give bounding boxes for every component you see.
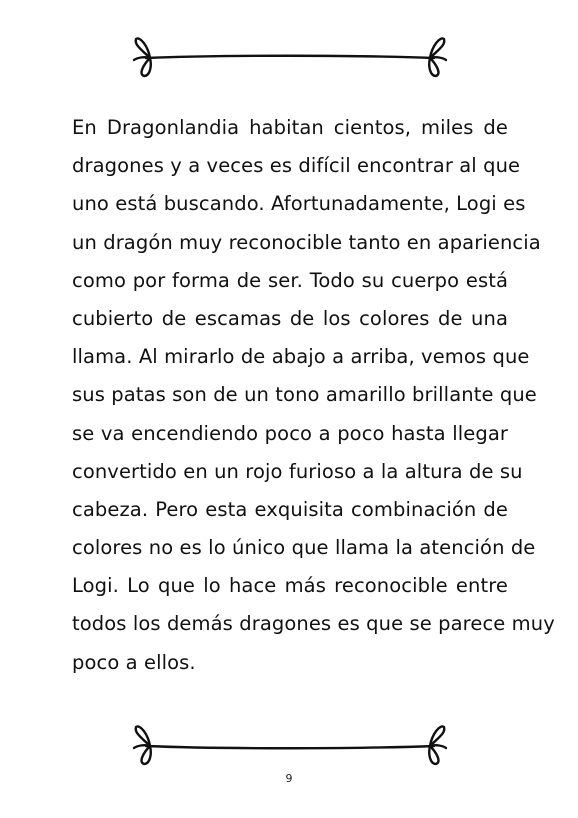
text-line: uno está buscando. Afortunadamente, Logi es — [72, 192, 526, 216]
top-flourish-divider — [128, 30, 452, 86]
text-line: cubierto de escamas de los colores de una — [72, 306, 508, 330]
text-line: como por forma de ser. Todo su cuerpo está — [72, 268, 508, 292]
text-line: convertido en un rojo furioso a la altura de su — [72, 459, 523, 483]
story-paragraph — [72, 109, 555, 682]
text-line: En Dragonlandia habitan cientos, miles de — [72, 116, 508, 139]
text-line: se va encendiendo poco a poco hasta llegar — [72, 421, 508, 445]
text-line: todos los demás dragones es que se parece muy — [72, 612, 555, 636]
flourish-divider-icon — [128, 718, 452, 774]
bottom-flourish-divider — [128, 718, 452, 774]
text-line: un dragón muy reconocible tanto en apariencia — [72, 230, 541, 254]
text-line: cabeza. Pero esta exquisita combinación de — [72, 497, 508, 521]
text-line: sus patas son de un tono amarillo brillante que — [72, 383, 537, 407]
page-number: 9 — [285, 772, 293, 785]
text-line: colores no es lo único que llama la atención de — [72, 536, 536, 560]
text-line: Logi. Lo que lo hace más reconocible entre — [72, 574, 508, 598]
text-line: poco a ellos. — [72, 650, 196, 674]
text-line: dragones y a veces es difícil encontrar al que — [72, 154, 521, 178]
text-line: llama. Al mirarlo de abajo a arriba, vemos que — [72, 345, 530, 369]
flourish-divider-icon — [128, 30, 452, 86]
